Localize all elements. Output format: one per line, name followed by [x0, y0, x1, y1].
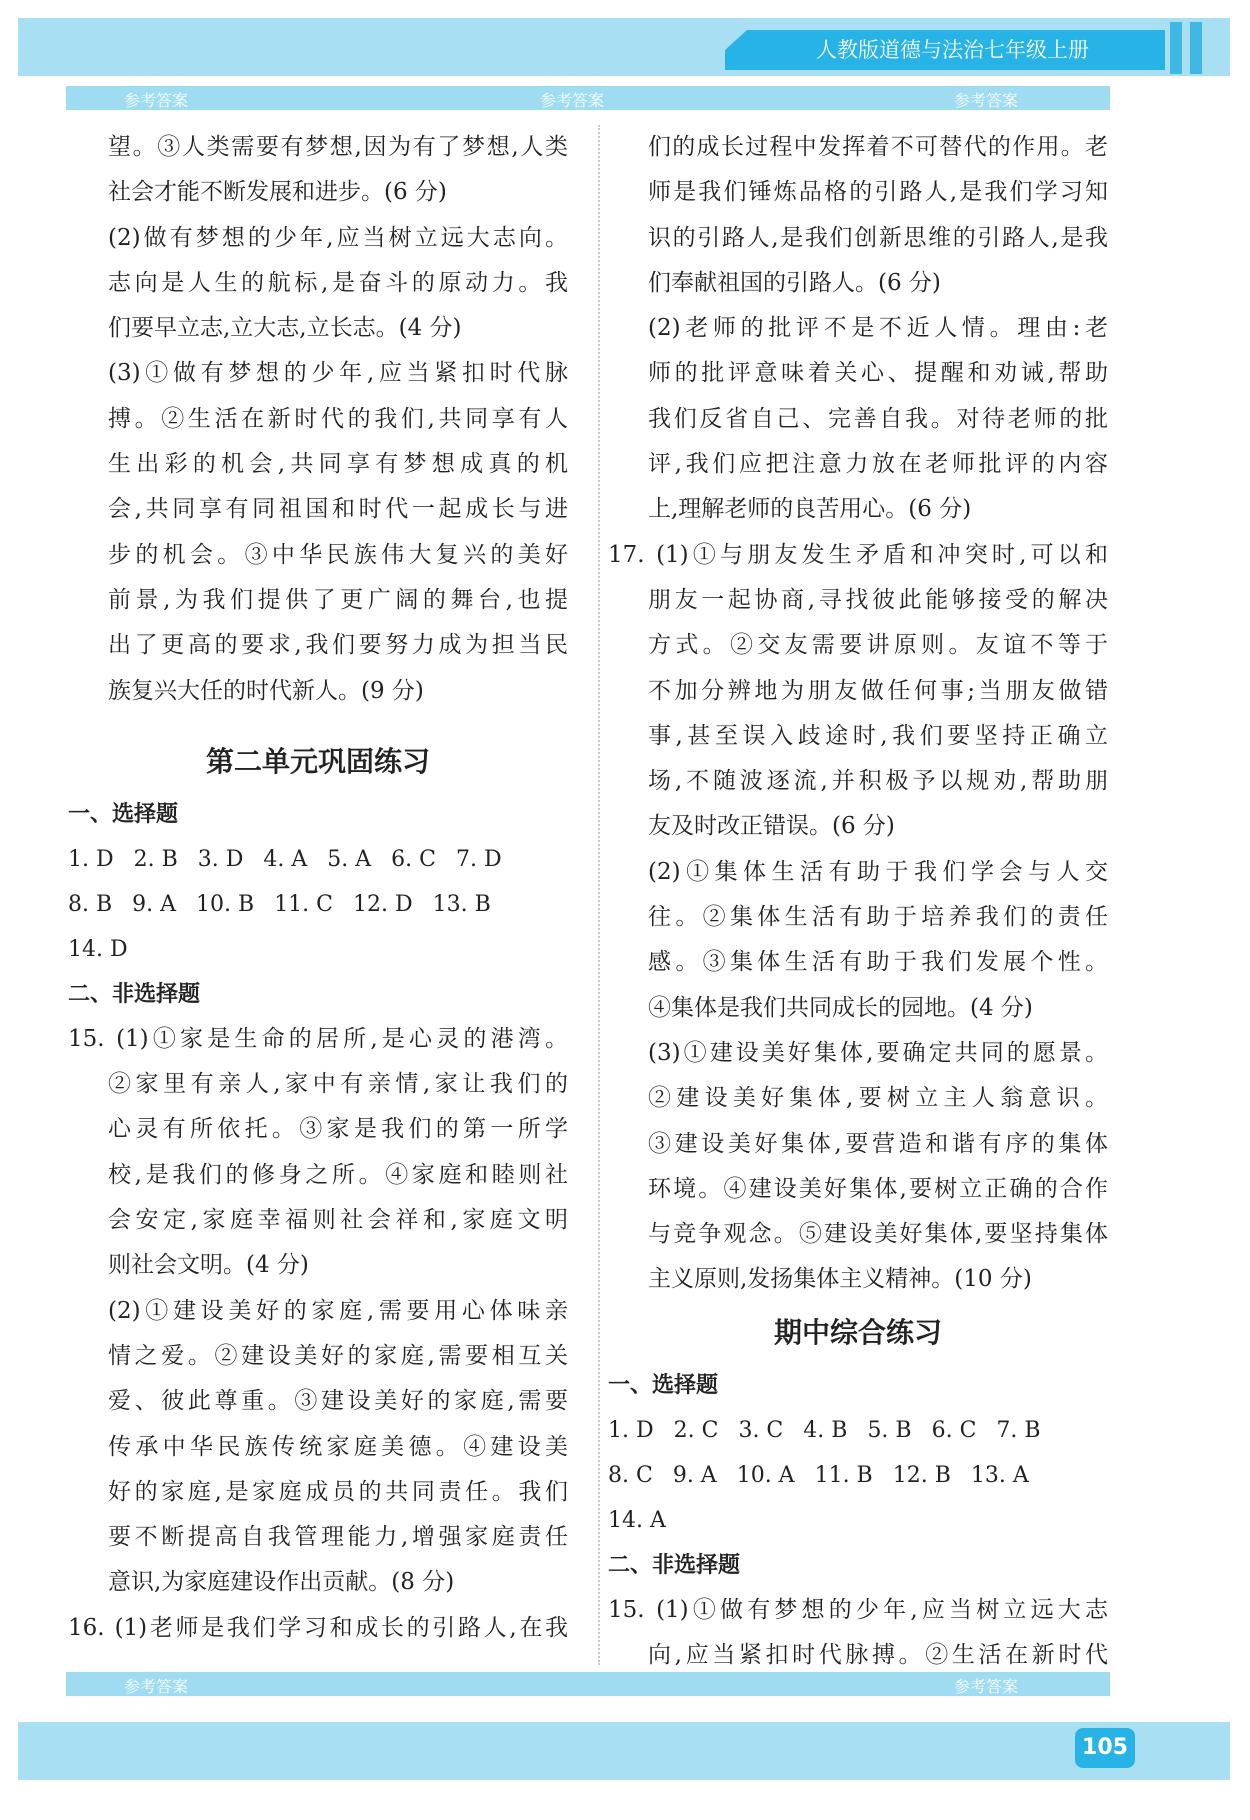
text-line: 搏。②生活在新时代的我们,共同享有人: [108, 405, 568, 432]
answer-row: [68, 837, 568, 882]
text-line: 们要早立志,立大志,立长志。(4 分): [108, 315, 462, 342]
text-line: 事,甚至误入歧途时,我们要坚持正确立: [648, 722, 1108, 749]
text-line: ③建设美好集体,要营造和谐有序的集体: [648, 1130, 1108, 1157]
answer-item: 10. A: [736, 1462, 795, 1488]
answer-row: [68, 927, 568, 972]
text-line: 社会才能不断发展和进步。(6 分): [108, 179, 447, 206]
right-column: [608, 125, 1108, 1678]
answer-row: [608, 1498, 1108, 1543]
text-line: 师是我们锤炼品格的引路人,是我们学习知: [648, 179, 1108, 206]
text-line: 不加分辨地为朋友做任何事;当朋友做错: [648, 677, 1108, 704]
text-line: 出了更高的要求,我们要努力成为担当民: [108, 632, 568, 659]
text-line: ②建设美好集体,要树立主人翁意识。: [648, 1085, 1108, 1112]
answer-item: 13. B: [432, 891, 491, 917]
section-choice: 一、选择题: [608, 1372, 719, 1398]
answer-item: 14. D: [68, 936, 128, 962]
answer-item: 1. D: [68, 846, 114, 872]
unit-heading: 第二单元巩固练习: [205, 744, 430, 778]
answer-item: 10. B: [196, 891, 255, 917]
text-line: 要不断提高自我管理能力,增强家庭责任: [108, 1524, 568, 1551]
text-line: (2)老师的批评不是不近人情。理由:老: [648, 315, 1108, 342]
column-divider: [598, 125, 600, 1665]
text-line: 步的机会。③中华民族伟大复兴的美好: [108, 541, 568, 568]
text-line: 往。②集体生活有助于培养我们的责任: [648, 904, 1108, 931]
text-line: 爱、彼此尊重。③建设美好的家庭,需要: [108, 1388, 568, 1415]
text-line: 上,理解老师的良苦用心。(6 分): [648, 496, 972, 523]
text-line: (2)①建设美好的家庭,需要用心体味亲: [108, 1297, 568, 1324]
text-line: 感。③集体生活有助于我们发展个性。: [648, 949, 1108, 976]
text-line: 意识,为家庭建设作出贡献。(8 分): [108, 1569, 455, 1596]
bottom-band: [18, 1722, 1230, 1780]
text-line: 生出彩的机会,共同享有梦想成真的机: [108, 451, 568, 478]
answer-item: 2. B: [133, 846, 178, 872]
answer-item: 5. A: [327, 846, 372, 872]
answer-item: 7. B: [996, 1417, 1041, 1443]
header-block: [1170, 22, 1182, 74]
answer-item: 8. B: [68, 891, 113, 917]
answer-item: 11. C: [274, 891, 334, 917]
answer-item: 6. C: [931, 1417, 977, 1443]
header-block: [1190, 22, 1202, 74]
text-line: 15. (1)①做有梦想的少年,应当树立远大志: [608, 1596, 1108, 1623]
text-line: 族复兴大任的时代新人。(9 分): [108, 677, 424, 704]
text-line: 方式。②交友需要讲原则。友谊不等于: [648, 632, 1108, 659]
section-nonchoice: 二、非选择题: [608, 1552, 741, 1578]
text-line: 们奉献祖国的引路人。(6 分): [648, 269, 941, 296]
unit-heading: 期中综合练习: [773, 1315, 942, 1349]
text-line: (3)①建设美好集体,要确定共同的愿景。: [648, 1039, 1108, 1066]
text-line: 15. (1)①家是生命的居所,是心灵的港湾。: [68, 1025, 568, 1052]
answer-bar-bottom: [66, 1672, 1110, 1696]
answer-item: 12. D: [353, 891, 413, 917]
text-line: 师的批评意味着关心、提醒和劝诫,帮助: [648, 360, 1108, 387]
text-line: 好的家庭,是家庭成员的共同责任。我们: [108, 1478, 568, 1505]
answer-label: 参考答案: [540, 91, 605, 110]
header-title: 人教版道德与法治七年级上册: [816, 38, 1089, 62]
answer-item: 3. D: [197, 846, 244, 872]
text-line: 望。③人类需要有梦想,因为有了梦想,人类: [108, 134, 568, 160]
answer-item: 4. B: [803, 1417, 848, 1443]
answer-item: 5. B: [867, 1417, 912, 1443]
text-line: 16. (1)老师是我们学习和成长的引路人,在我: [68, 1614, 568, 1641]
answer-item: 9. A: [672, 1462, 717, 1488]
left-column: [68, 125, 568, 1651]
text-line: 志向是人生的航标,是奋斗的原动力。我: [108, 269, 568, 296]
text-line: 心灵有所依托。③家是我们的第一所学: [108, 1116, 568, 1143]
answer-item: 3. C: [738, 1417, 784, 1443]
text-line: 校,是我们的修身之所。④家庭和睦则社: [108, 1161, 568, 1188]
answer-item: 12. B: [892, 1462, 951, 1488]
answer-row: [68, 882, 568, 927]
text-line: 向,应当紧扣时代脉搏。②生活在新时代: [648, 1642, 1108, 1669]
answer-bar-top: [66, 86, 1110, 110]
text-line: ②家里有亲人,家中有亲情,家让我们的: [108, 1071, 568, 1098]
text-line: 则社会文明。(4 分): [108, 1252, 309, 1279]
text-line: (2)①集体生活有助于我们学会与人交: [648, 858, 1108, 885]
answer-item: 7. D: [455, 846, 502, 872]
answer-item: 4. A: [263, 846, 308, 872]
answer-item: 8. C: [608, 1462, 653, 1488]
answer-label: 参考答案: [954, 1677, 1019, 1696]
text-line: 会安定,家庭幸福则社会祥和,家庭文明: [108, 1207, 568, 1234]
answer-item: 11. B: [814, 1462, 873, 1488]
answer-item: 1. D: [608, 1417, 654, 1443]
answer-label: 参考答案: [124, 91, 189, 110]
text-line: 情之爱。②建设美好的家庭,需要相互关: [108, 1342, 568, 1369]
text-line: (3)①做有梦想的少年,应当紧扣时代脉: [108, 360, 568, 387]
text-line: 评,我们应把注意力放在老师批评的内容: [648, 451, 1108, 478]
text-line: 识的引路人,是我们创新思维的引路人,是我: [648, 224, 1108, 251]
answer-item: 9. A: [132, 891, 177, 917]
section-choice: 一、选择题: [68, 801, 179, 827]
text-line: 们的成长过程中发挥着不可替代的作用。老: [648, 134, 1108, 160]
text-line: 场,不随波逐流,并积极予以规劝,帮助朋: [648, 768, 1108, 795]
answer-row: [608, 1453, 1108, 1498]
answer-item: 14. A: [608, 1507, 666, 1533]
section-nonchoice: 二、非选择题: [68, 981, 201, 1007]
answer-label: 参考答案: [124, 1677, 189, 1696]
answer-label: 参考答案: [954, 91, 1019, 110]
text-line: 传承中华民族传统家庭美德。④建设美: [108, 1433, 568, 1460]
text-line: 与竞争观念。⑤建设美好集体,要坚持集体: [648, 1221, 1108, 1248]
text-line: 17. (1)①与朋友发生矛盾和冲突时,可以和: [608, 541, 1108, 568]
answer-item: 13. A: [970, 1462, 1029, 1488]
text-line: 朋友一起协商,寻找彼此能够接受的解决: [648, 586, 1108, 613]
answer-row: [608, 1408, 1108, 1453]
text-line: ④集体是我们共同成长的园地。(4 分): [648, 994, 1033, 1021]
page-number: 105: [1075, 1728, 1135, 1768]
answer-item: 6. C: [391, 846, 436, 872]
text-line: 主义原则,发扬集体主义精神。(10 分): [648, 1266, 1032, 1293]
text-line: 前景,为我们提供了更广阔的舞台,也提: [108, 586, 568, 613]
text-line: 环境。④建设美好集体,要树立正确的合作: [648, 1175, 1108, 1202]
text-line: 我们反省自己、完善自我。对待老师的批: [648, 405, 1108, 432]
text-line: (2)做有梦想的少年,应当树立远大志向。: [108, 224, 568, 251]
text-line: 友及时改正错误。(6 分): [648, 813, 895, 840]
text-line: 会,共同享有同祖国和时代一起成长与进: [108, 496, 568, 523]
answer-item: 2. C: [673, 1417, 719, 1443]
